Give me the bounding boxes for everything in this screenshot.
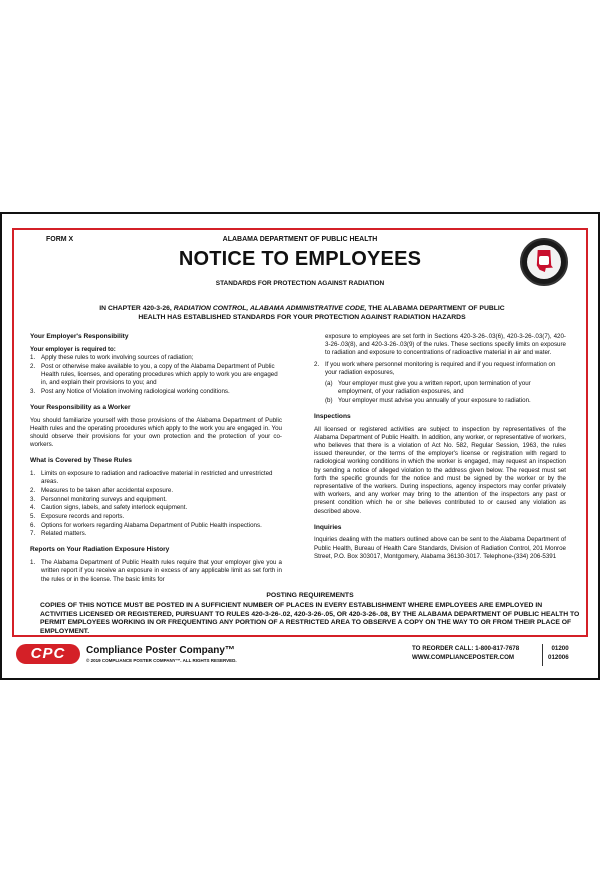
page-title: NOTICE TO EMPLOYEES [178,248,422,270]
left-column [30,333,282,587]
footer [12,640,588,676]
reorder-phone: TO REORDER CALL: 1-800-817-7678 [412,645,520,652]
list-item: (b) Your employer must advise you annually of your exposure to radiation. [325,396,531,404]
cpc-logo: CPC [16,644,80,664]
covered-list [30,470,282,539]
copyright-text: © 2019 COMPLIANCE POSTER COMPANY™. ALL RIGHTS RESERVED. [86,658,237,663]
list-item: 7. Related matters. [30,530,87,538]
list-item: 1. The Alabama Department of Public Health rules require that your employer give you a written report if you receive an exposure in excess of any applicable limit as set forth in the rules or in the license. The basic limits for [30,559,282,583]
list-item: (a) Your employer must give you a written report, upon termination of your employment, of your radiation exposures, and [325,379,531,396]
list-item: 5. Exposure records and reports. [30,512,125,520]
covered-heading: What is Covered by These Rules [30,457,132,465]
list-item: 3. Personnel monitoring surveys and equipment. [30,495,167,503]
employer-subheading: Your employer is required to: [30,345,116,353]
list-item: 2. If you work where personnel monitoring is required and if you request information on your radiation exposures, [314,360,556,376]
reports-list-continued [314,361,566,377]
worker-text: You should familiarize yourself with those provisions of the Alabama Department of Public Health rules and the operating procedures which apply to the work you are engaged in. You should observe their provisions for your own protection and the protection of your co-workers. [30,416,282,449]
list-item: 3. Post any Notice of Violation involving radiological working conditions. [30,387,230,395]
inquiries-heading: Inquiries [314,523,342,531]
page-subtitle: STANDARDS FOR PROTECTION AGAINST RADIATION [215,280,385,287]
reorder-info [412,645,519,663]
list-item: 1. Apply these rules to work involving sources of radiation; [30,353,194,361]
posting-text: COPIES OF THIS NOTICE MUST BE POSTED IN A SUFFICIENT NUMBER OF PLACES IN EVERY ESTABLISHMENT WHERE EMPLOYEES ARE EMPLOYED IN ACTIVITIES LICENSED OR REGISTERED, PURSUANT TO RULES 420-3-26-.02, 420-3-26-.05, OR 420-3-26-.08, BY THE ALABAMA DEPARTMENT OF PUBLIC HEALTH TO PERMIT EMPLOYEES WORKING IN OR FREQUENTING ANY PORTION OF A RESTRICTED AREA TO OBSERVE A COPY ON THE WAY TO OR FROM THEIR PLACE OF EMPLOYMENT. [40,601,580,636]
department-name: ALABAMA DEPARTMENT OF PUBLIC HEALTH [222,236,378,243]
form-label: FORM X [46,236,74,243]
reports-continued-text: exposure to employees are set forth in Sections 420-3-26-.03(6), 420-3-26-.03(7), 420-3-26-.03(8), and 420-3-26-.03(9) of the rules. These sections specify limits on exposure to radiation and exposure to concentrations of radioactive material in air and water. [325,333,566,357]
company-name: Compliance Poster Company™ [86,645,235,656]
posting-heading: POSTING REQUIREMENTS [266,592,354,599]
footer-divider [542,644,543,666]
website-link[interactable]: WWW.COMPLIANCEPOSTER.COM [412,653,515,661]
poster-code-2: 012006 [548,653,569,661]
list-item: 1. Limits on exposure to radiation and radioactive material in restricted and unrestricted areas. [30,469,273,486]
list-item: 4. Caution signs, labels, and safety interlock equipment. [30,504,188,512]
employer-heading: Your Employer's Responsibility [30,333,129,340]
reports-list [30,559,282,584]
posting-requirements [40,592,580,637]
notice-poster [0,212,600,680]
right-column [314,333,566,564]
poster-codes [548,645,569,663]
inquiries-text: Inquiries dealing with the matters outlined above can be sent to the Alabama Department of Public Health, Bureau of Health Care Standards, Division of Radiation Control, 201 Monroe Street, P.O. Box 303017, Montgomery, Alabama 36130-3017. Telephone-(334) 206-5391 [314,536,566,560]
inspections-text: All licensed or registered activities are subject to inspection by representatives of the Alabama Department of Public Health. In addition, any worker, or representative of workers, who believes that there is a violation of Act No. 582, Regular Session, 1963, the rules issued thereunder, or the terms of the employer's license or registration with regard to radiological working conditions in which the worker is engaged, may request an inspection by sending a notice of alleged violation to the address given below. The request must set forth the specific grounds for the notice and must be signed by the worker or by the representative of the workers. During inspections, agency inspectors may confer privately with workers, and any worker may bring to the attention of the inspectors any past or present condition which he or she believes contributed to or caused any violation as described above. [314,425,566,515]
poster-code-1: 01200 [551,645,569,652]
list-item: 2. Post or otherwise make available to you, a copy of the Alabama Department of Public Health rules, licenses, and operating procedures which apply to work you are engaged in, and explain their provisions to you; and [30,362,278,386]
reports-sublist [314,380,566,405]
intro-statement: IN CHAPTER 420-3-26, RADIATION CONTROL, ALABAMA ADMINISTRATIVE CODE, THE ALABAMA DEPARTMENT OF PUBLIC HEALTH HAS ESTABLISHED STANDARDS FOR YOUR PROTECTION AGAINST RADIATION HAZARDS [99,305,505,322]
employer-list [30,354,282,396]
inspections-heading: Inspections [314,413,351,420]
reports-heading: Reports on Your Radiation Exposure History [30,546,170,554]
list-item: 6. Options for workers regarding Alabama Department of Public Health inspections. [30,521,262,529]
worker-heading: Your Responsibility as a Worker [30,403,131,411]
list-item: 2. Measures to be taken after accidental exposure. [30,486,174,494]
